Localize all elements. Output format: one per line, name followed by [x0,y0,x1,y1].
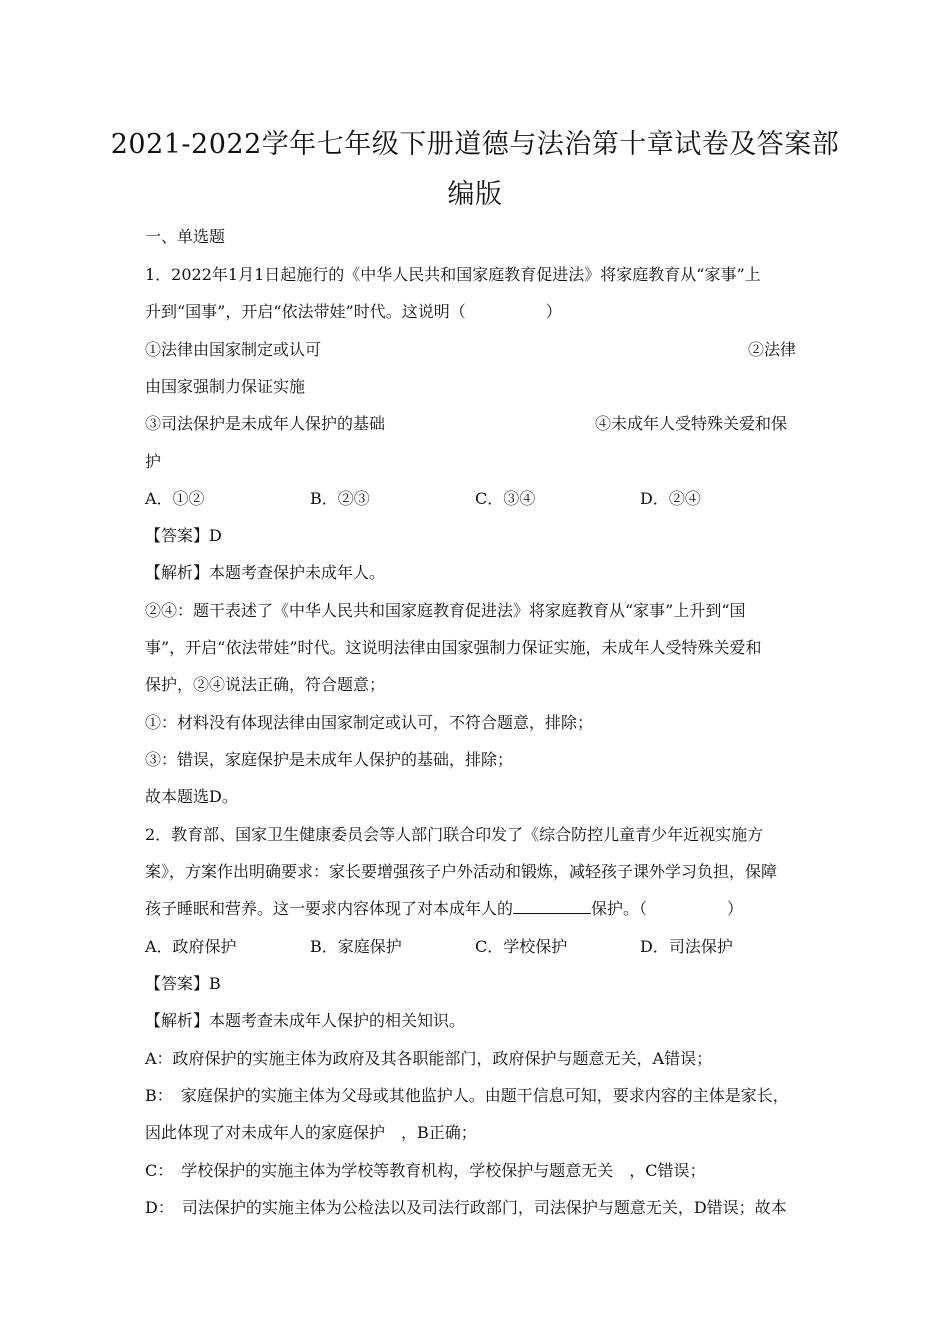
q2-stem-line-3-start: 孩子睡眠和营养。这一要求内容体现了对本成年人的 [145,899,514,918]
q2-analysis-line: C： 学校保护的实施主体为学校等教育机构，学校保护与题意无关 ，C错误； [145,1161,706,1180]
q2-option-d: D．司法保护 [640,937,733,956]
q1-analysis-line: 故本题选D。 [145,787,238,806]
q1-statement-2a: ②法律 [748,340,797,359]
q1-analysis-line: ③：错误，家庭保护是未成年人保护的基础，排除； [145,750,514,769]
q2-stem-line-1: 2．教育部、国家卫生健康委员会等人部门联合印发了《综合防控儿童青少年近视实施方 [145,825,764,844]
q1-answer: 【答案】D [145,526,222,545]
q2-answer: 【答案】B [145,974,221,993]
q1-statement-4a: ④未成年人受特殊关爱和保 [595,414,788,433]
doc-title-line-2: 编版 [447,179,503,210]
q1-statement-4b: 护 [145,452,162,471]
answer-blank [513,899,591,914]
q2-option-a: A．政府保护 [145,937,237,956]
q2-stem-line-3 [145,896,743,919]
q2-analysis-line: 因此体现了对未成年人的家庭保护 ，B正确； [145,1123,477,1142]
q2-option-c: C．学校保护 [475,937,568,956]
q2-analysis-line: D： 司法保护的实施主体为公检法以及司法行政部门，司法保护与题意无关，D错误；故本 [145,1198,787,1217]
q1-statement-1: ①法律由国家制定或认可 [145,340,322,359]
q2-option-b: B．家庭保护 [310,937,402,956]
q1-option-b: B．②③ [310,489,370,508]
q1-statement-3: ③司法保护是未成年人保护的基础 [145,414,386,433]
q1-analysis-line: 保护，②④说法正确，符合题意； [145,675,386,694]
q1-analysis-line: 事”，开启“依法带娃”时代。这说明法律由国家强制力保证实施，未成年人受特殊关爱和 [145,638,762,657]
q1-option-d: D．②④ [640,489,701,508]
q1-option-c: C．③④ [475,489,536,508]
q2-stem-line-3-end: 保护。（ ） [591,899,744,918]
q2-stem-line-2: 案》，方案作出明确要求：家长要增强孩子户外活动和锻炼，减轻孩子课外学习负担，保障 [145,862,778,881]
doc-title-line-1: 2021-2022学年七年级下册道德与法治第十章试卷及答案部 [110,129,840,160]
q2-analysis-line: 【解析】本题考查未成年人保护的相关知识。 [145,1011,466,1030]
q1-statement-2b: 由国家强制力保证实施 [145,377,306,396]
section-heading: 一、单选题 [145,227,226,246]
q1-option-a: A．①② [145,489,205,508]
q1-stem-line-2: 升到“国事”，开启“依法带娃”时代。这说明（ ） [145,302,562,321]
q2-analysis-line: B： 家庭保护的实施主体为父母或其他监护人。由题干信息可知，要求内容的主体是家长， [145,1086,789,1105]
q1-stem-line-1: 1．2022年1月1日起施行的《中华人民共和国家庭教育促进法》将家庭教育从“家事”上 [145,265,761,284]
q2-analysis-line: A：政府保护的实施主体为政府及其各职能部门，政府保护与题意无关，A错误； [145,1049,713,1068]
q1-analysis-line: ②④：题干表述了《中华人民共和国家庭教育促进法》将家庭教育从“家事”上升到“国 [145,601,746,620]
q1-analysis-line: ①：材料没有体现法律由国家制定或认可，不符合题意，排除； [145,713,594,732]
q1-analysis-line: 【解析】本题考查保护未成年人。 [145,563,386,582]
